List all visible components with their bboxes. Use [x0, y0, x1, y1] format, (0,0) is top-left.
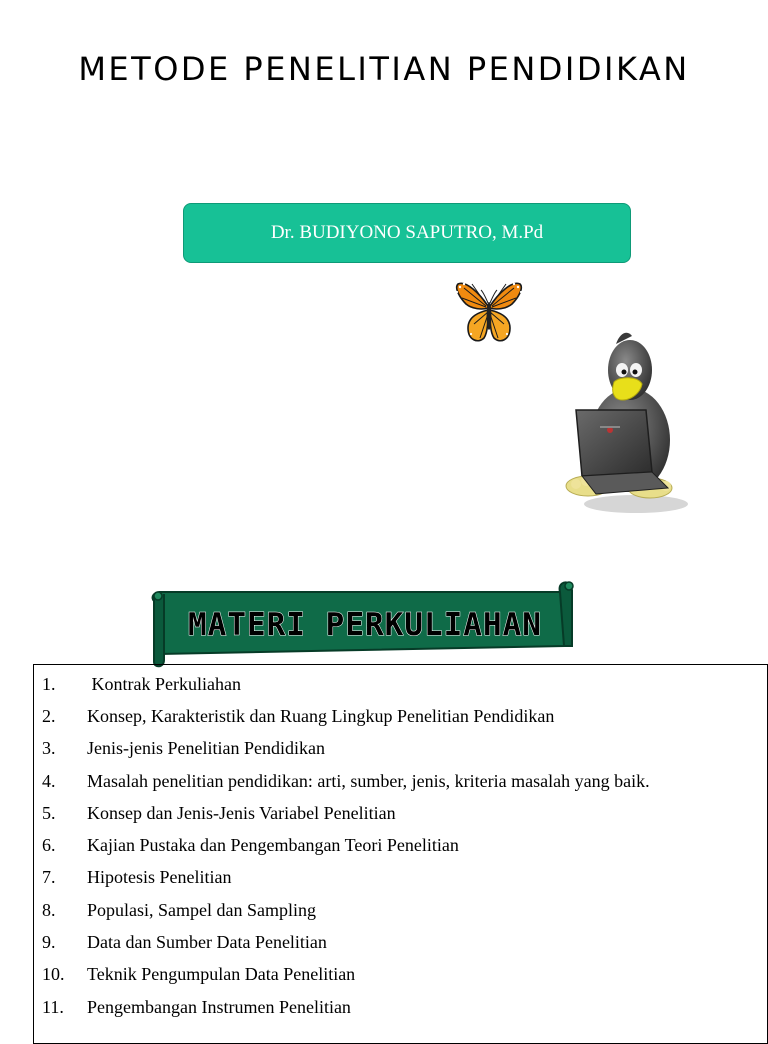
author-box: [183, 203, 631, 263]
list-item: [34, 700, 767, 732]
list-item-text: Data dan Sumber Data Penelitian: [87, 932, 327, 953]
list-item-number: 5.: [42, 802, 56, 823]
list-item-number: 2.: [42, 705, 56, 726]
list-item: [34, 668, 767, 700]
slide-title: METODE PENELITIAN PENDIDIKAN: [78, 50, 690, 88]
list-item-text: Masalah penelitian pendidikan: arti, sumber, jenis, kriteria masalah yang baik.: [87, 770, 650, 791]
butterfly-icon: [452, 276, 526, 348]
list-item: [34, 829, 767, 861]
list-item: [34, 733, 767, 765]
list-item-text: Populasi, Sampel dan Sampling: [87, 899, 316, 920]
list-item-number: 6.: [42, 835, 56, 856]
list-item: [34, 959, 767, 991]
list-item-number: 11.: [42, 996, 64, 1017]
list-item-text: Konsep, Karakteristik dan Ruang Lingkup Penelitian Pendidikan: [87, 705, 555, 726]
banner-title: MATERI PERKULIAHAN: [188, 607, 542, 643]
list-item: [34, 926, 767, 958]
list-item-number: 8.: [42, 899, 56, 920]
list-item-number: 10.: [42, 964, 65, 985]
list-item-number: 9.: [42, 932, 56, 953]
penguin-laptop-icon: [556, 330, 692, 520]
list-item-text: Kontrak Perkuliahan: [87, 673, 241, 694]
topic-list-box: [33, 664, 768, 1044]
list-item-number: 4.: [42, 770, 56, 791]
list-item-number: 3.: [42, 738, 56, 759]
list-item-number: 1.: [42, 673, 56, 694]
author-name: Dr. BUDIYONO SAPUTRO, M.Pd: [270, 222, 544, 243]
list-item-text: Jenis-jenis Penelitian Pendidikan: [87, 738, 325, 759]
list-item-text: Pengembangan Instrumen Penelitian: [87, 996, 351, 1017]
list-item-text: Hipotesis Penelitian: [87, 867, 232, 888]
list-item-number: 7.: [42, 867, 56, 888]
topic-list: [34, 665, 767, 1023]
list-item-text: Konsep dan Jenis-Jenis Variabel Penelitian: [87, 802, 396, 823]
list-item: [34, 991, 767, 1023]
list-item: [34, 765, 767, 797]
list-item: [34, 862, 767, 894]
list-item-text: Teknik Pengumpulan Data Penelitian: [87, 964, 356, 985]
list-item: [34, 797, 767, 829]
list-item: [34, 894, 767, 926]
list-item-text: Kajian Pustaka dan Pengembangan Teori Penelitian: [87, 835, 459, 856]
